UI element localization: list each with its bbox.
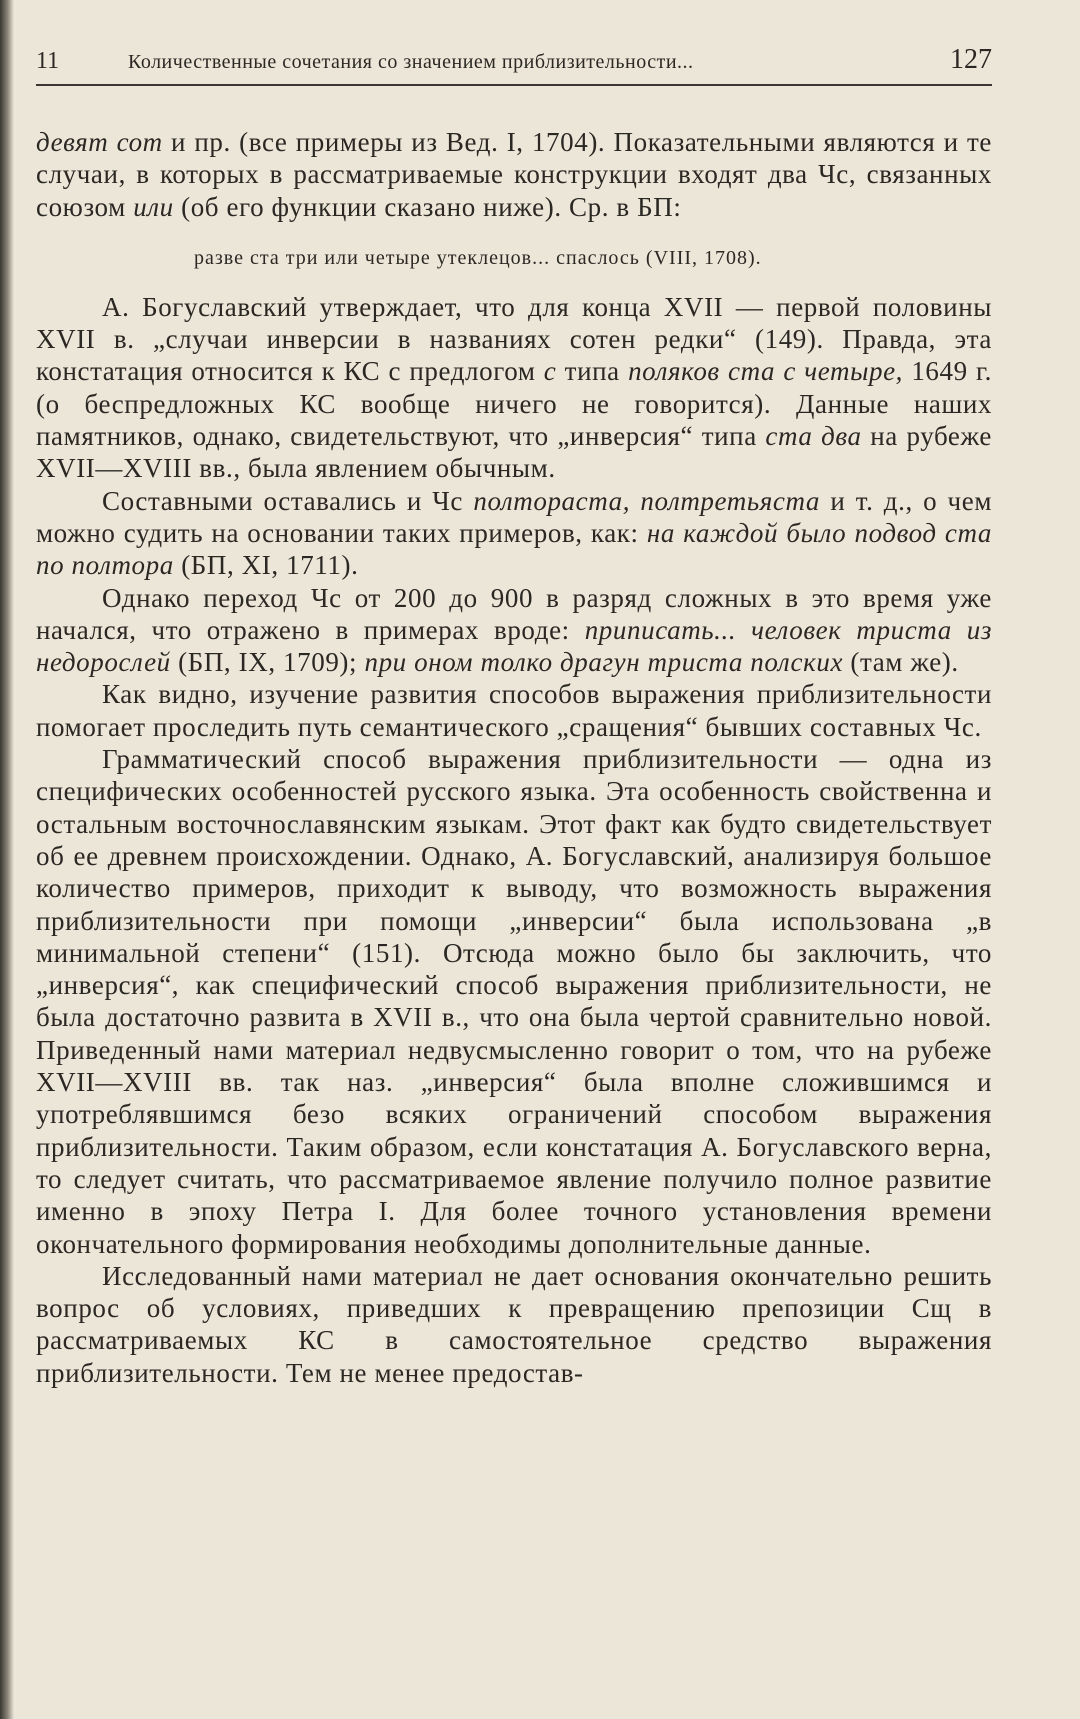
page-body [36, 126, 992, 1389]
running-header [36, 44, 992, 86]
paragraph-text: Грамматический способ выражения приблизительности — одна из специфических особенностей русского языка. Эта особенность свойственна и остальным восточнославянским языкам. Этот факт как будто свидетельствует об ее древнем происхождении. Однако, А. Богуславский, анализируя большое количество примеров, приходит к выводу, что возможность выражения приблизительности при помощи „инверсии“ была использована „в минимальной степени“ (151). Отсюда можно было бы заключить, что „инверсия“, как специфический способ выражения приблизительности, не была достаточно развита в XVII в., что она была чертой сравнительно новой. Приведенный нами материал недвусмысленно говорит о том, что на рубеже XVII—XVIII вв. так наз. „инверсия“ была вполне сложившимся и употреблявшимся безо всяких ограничений способом выражения приблизительности. Таким образом, если констатация А. Богуславского верна, то следует считать, что рассматриваемое явление получило полное развитие именно в эпоху Петра I. Для более точного установления времени окончательного формирования необходимы дополнительные данные. [36, 744, 992, 1259]
paragraph-text: (об его функции сказано ниже). Ср. в БП: [173, 191, 682, 222]
paragraph-text: и т. д., о чем можно судить на основании таких примеров, как: [36, 485, 993, 548]
example-text: при оном толко драгун триста полских [364, 647, 844, 678]
example-text: ста два [765, 421, 862, 452]
example-text: приписать... человек триста из недорослей [36, 614, 993, 678]
paragraph-text: (БП, XI, 1711). [173, 550, 359, 581]
paragraph-text: 1649 г. (о беспредложных КС вообще ничего не говорится). Данные наших памятников, однако, свидетельствуют, что „инверсия“ типа [36, 356, 992, 452]
paragraph-5 [36, 678, 992, 743]
paragraph-text: Однако переход Чс от 200 до 900 в разряд сложных в это время уже начался, что отражено в примерах вроде: [36, 582, 992, 645]
paragraph-3 [36, 485, 992, 582]
section-number: 11 [36, 48, 60, 74]
block-quote: разве ста три или четыре утеклецов... спаслось (VIII, 1708). [194, 246, 762, 269]
paragraph-4 [36, 582, 992, 679]
paragraph-text: (там же). [843, 647, 959, 678]
example-text: на каждой было подвод ста по полтора [36, 517, 993, 581]
paragraph-text: Как видно, изучение развития способов выражения приблизительности помогает проследить путь семантического „сращения“ бывших составных Чс. [36, 679, 992, 742]
example-text: поляков ста с четыре, [628, 356, 904, 387]
example-text: девят сот [36, 127, 163, 157]
paragraph-text: на рубеже XVII—XVIII вв., была явлением обычным. [36, 421, 992, 484]
paragraph-1 [36, 126, 992, 223]
page-number: 127 [950, 44, 992, 75]
book-spine-shadow [0, 0, 14, 1719]
paragraph-2 [36, 291, 992, 485]
paragraph-7 [36, 1260, 992, 1389]
paragraph-text: типа [556, 356, 629, 387]
paragraph-text: Составными оставались и Чс [102, 485, 474, 516]
example-text: или [133, 191, 174, 222]
running-title: Количественные сочетания со значением приблизительности... [128, 51, 694, 73]
example-text: полтораста, полтретьяста [473, 485, 821, 516]
paragraph-6 [36, 743, 992, 1260]
example-text: с [543, 356, 557, 387]
paragraph-text: А. Богуславский утверждает, что для конца XVII — первой половины XVII в. „случаи инверсии в названиях сотен редки“ (149). Правда, эта констатация относится к КС с предлогом [36, 291, 992, 387]
paragraph-text: (БП, IX, 1709); [170, 647, 365, 678]
paragraph-text: и пр. (все примеры из Вед. I, 1704). Показательными являются и те случаи, в которых в рассматриваемые конструкции входят два Чс, связанных союзом [36, 127, 992, 222]
paragraph-text: Исследованный нами материал не дает основания окончательно решить вопрос об условиях, приведших к превращению препозиции Сщ в рассматриваемых КС в самостоятельное средство выражения приблизительности. Тем не менее предостав- [36, 1260, 992, 1388]
